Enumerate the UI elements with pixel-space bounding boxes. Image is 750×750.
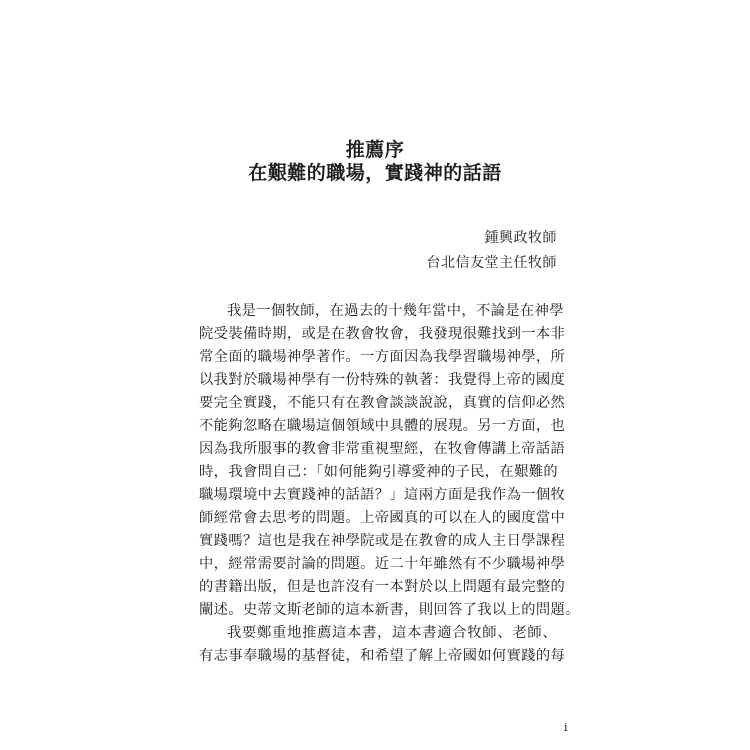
body-line: 常全面的職場神學著作。一方面因為我學習職場神學，所 <box>199 349 566 365</box>
body-line: 院受裝備時期，或是在教會牧會，我發現很難找到一本非 <box>199 326 566 342</box>
body-line: 闡述。史蒂文斯老師的這本新書，則回答了我以上的問題。 <box>199 602 580 618</box>
page-subtitle: 在艱難的職場，實踐神的話語 <box>248 162 502 184</box>
body-line: 要完全實踐，不能只有在教會談談說說，真實的信仰必然 <box>199 395 566 411</box>
body-line: 職場環境中去實踐神的話語？」這兩方面是我作為一個牧 <box>199 487 566 503</box>
body-line: 我要鄭重地推薦這本書，這本書適合牧師、老師、 <box>227 625 557 641</box>
body-line: 不能夠忽略在職場這個領域中具體的展現。另一方面，也 <box>199 418 566 434</box>
author-name: 鍾興政牧師 <box>484 230 557 246</box>
body-line: 因為我所服事的教會非常重視聖經，在牧會傳講上帝話語 <box>199 441 566 457</box>
page-number: i <box>564 721 568 734</box>
author-position: 台北信友堂主任牧師 <box>426 255 557 271</box>
body-line: 時，我會問自己：「如何能夠引導愛神的子民，在艱難的 <box>199 464 559 480</box>
body-line: 有志事奉職場的基督徒，和希望了解上帝國如何實踐的每 <box>199 648 566 664</box>
body-line: 中，經常需要討論的問題。近二十年雖然有不少職場神學 <box>199 556 566 572</box>
body-line: 我是一個牧師，在過去的十幾年當中，不論是在神學 <box>227 303 564 319</box>
page-title: 推薦序 <box>345 139 405 161</box>
body-line: 師經常會去思考的問題。上帝國真的可以在人的國度當中 <box>199 510 566 526</box>
body-line: 實踐嗎？這也是我在神學院或是在教會的成人主日學課程 <box>199 533 566 549</box>
body-line: 的書籍出版，但是也許沒有一本對於以上問題有最完整的 <box>199 579 566 595</box>
body-line: 以我對於職場神學有一份特殊的執著：我覺得上帝的國度 <box>199 372 566 388</box>
